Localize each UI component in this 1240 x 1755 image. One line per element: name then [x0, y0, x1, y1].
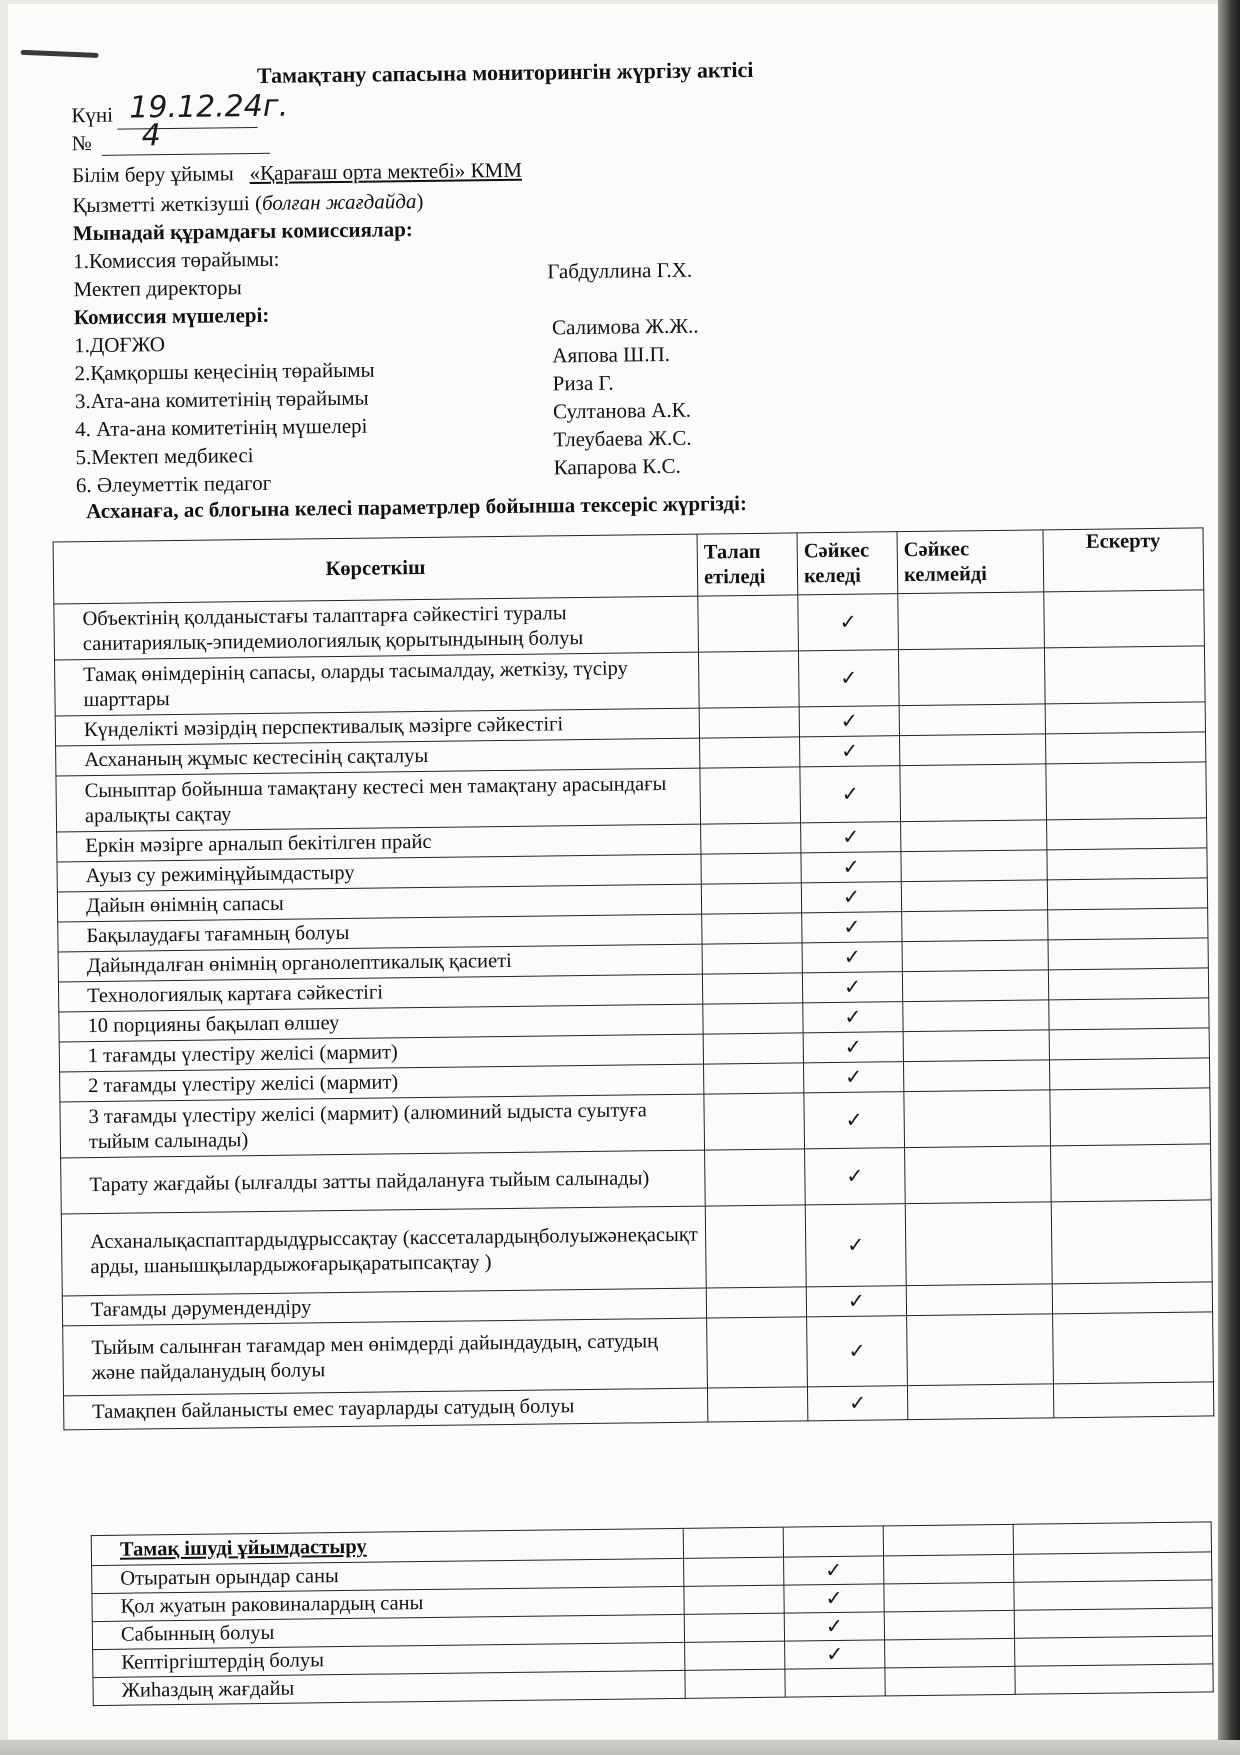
row-not-complies	[907, 1314, 1054, 1386]
row-indicator: Тамақ өнімдерінің сапасы, оларды тасымалдау, жеткізу, түсіру шарттары	[55, 652, 700, 716]
row-note	[1051, 1200, 1212, 1284]
row-complies-check: ✓	[801, 852, 901, 883]
row-complies-check: ✓	[802, 942, 902, 973]
row-required	[701, 883, 801, 914]
row-complies-check: ✓	[798, 650, 899, 707]
row-required	[684, 1585, 784, 1614]
supplier-label: Қызметті жеткізуші (	[72, 190, 263, 218]
row-required	[704, 1093, 805, 1150]
row-note	[1014, 1580, 1212, 1610]
row-indicator: 2 тағамды үлестіру желісі (мармит)	[60, 1064, 704, 1102]
row-complies-check: ✓	[800, 736, 900, 767]
row-complies-check: ✓	[803, 1062, 903, 1093]
row-required	[685, 1641, 785, 1670]
member-role-1: 1.ДОҒЖО	[74, 332, 166, 358]
row-indicator: Дайын өнімнің сапасы	[57, 884, 701, 922]
row-complies-check: ✓	[804, 1092, 905, 1149]
row-indicator: Қол жуатын раковиналардың саны	[92, 1586, 684, 1621]
row-required	[703, 1033, 803, 1064]
row-note	[1014, 1552, 1212, 1582]
row-indicator: Технологиялық картаға сәйкестігі	[58, 974, 702, 1012]
row-indicator: Сыныптар бойынша тамақтану кестесі мен тамақтану арасындағы аралықты сақтау	[56, 768, 701, 832]
row-required	[702, 973, 802, 1004]
member-role-6: 6. Әлеуметтік педагог	[75, 470, 272, 498]
row-indicator: 1 тағамды үлестіру желісі (мармит)	[59, 1034, 703, 1072]
row-note	[1049, 1028, 1209, 1060]
row-indicator: Тарату жағдайы (ылғалды затты пайдалануға тыйым салынады)	[61, 1150, 706, 1214]
row-complies-check	[785, 1668, 885, 1697]
member-role-5: 5.Мектеп медбикесі	[75, 443, 254, 470]
row-note	[1053, 1382, 1213, 1418]
row-required	[703, 1003, 803, 1034]
scanned-page	[8, 4, 1218, 1739]
row-required	[705, 1205, 806, 1288]
member-name-1: Салимова Ж.Ж..	[551, 313, 699, 340]
row-not-complies	[885, 1638, 1015, 1668]
row-complies-check: ✓	[802, 972, 902, 1003]
member-name-3: Риза Г.	[552, 370, 614, 396]
member-name-2: Аяпова Ш.П.	[552, 341, 671, 368]
row-indicator: Еркін мәзірге арналып бекітілген прайс	[57, 824, 701, 862]
row-note	[1045, 702, 1205, 734]
row-required	[698, 651, 799, 708]
number-value: 4	[141, 118, 161, 154]
row-not-complies	[883, 1524, 1013, 1556]
row-indicator: 3 тағамды үлестіру желісі (мармит) (алюминий ыдыста суытуға тыйым салынады)	[60, 1094, 705, 1158]
row-required	[707, 1317, 808, 1388]
row-note	[1015, 1636, 1213, 1666]
chair-label-2: Мектеп директоры	[73, 275, 242, 302]
row-not-complies	[905, 1146, 1052, 1204]
row-note	[1046, 762, 1207, 820]
supplier-close: )	[416, 188, 424, 214]
row-not-complies	[904, 1090, 1051, 1148]
row-note	[1044, 590, 1205, 648]
row-not-complies	[901, 880, 1047, 912]
row-complies-check: ✓	[799, 706, 899, 737]
row-required	[702, 913, 802, 944]
row-required	[704, 1063, 804, 1094]
row-not-complies	[903, 1060, 1049, 1092]
row-note	[1049, 998, 1209, 1030]
org-line	[72, 158, 522, 188]
org-label: Білім беру ұйымы	[71, 161, 234, 188]
row-indicator: 10 порцияны бақылап өлшеу	[59, 1004, 703, 1042]
row-required	[685, 1669, 785, 1698]
row-complies-check: ✓	[803, 1002, 903, 1033]
row-complies-check: ✓	[807, 1386, 907, 1421]
row-required	[701, 853, 801, 884]
org-name: «Қарағаш орта мектебі» КММ	[249, 157, 523, 186]
table-row	[61, 1200, 1212, 1296]
row-complies-check: ✓	[802, 912, 902, 943]
member-name-6: Капарова К.С.	[553, 453, 681, 480]
row-required	[707, 1387, 807, 1422]
row-note	[1044, 646, 1205, 704]
row-note	[1048, 968, 1208, 1000]
row-required	[705, 1149, 806, 1206]
row-required	[684, 1557, 784, 1586]
row-complies-check: ✓	[807, 1316, 908, 1387]
row-indicator: Тыйым салынған тағамдар мен өнімдерді дайындаудың, сатудың және пайдаланудың болуы	[63, 1318, 708, 1396]
row-not-complies	[884, 1582, 1014, 1612]
row-not-complies	[885, 1666, 1015, 1696]
row-not-complies	[884, 1610, 1014, 1640]
row-not-complies	[899, 704, 1045, 736]
scanner-bottom-edge	[0, 1740, 1240, 1755]
row-not-complies	[900, 734, 1046, 766]
row-indicator: Тағамды дәрумендендіру	[62, 1288, 706, 1326]
row-indicator: Объектінің қолданыстағы талаптарға сәйкестігі туралы санитариялық-эпидемиологиялық қорытындының болуы	[54, 596, 699, 660]
dining-organization-table	[91, 1521, 1214, 1706]
row-indicator: Дайындалған өнімнің органолептикалық қасиеті	[58, 944, 702, 982]
row-complies-check: ✓	[806, 1286, 906, 1317]
row-complies-check: ✓	[784, 1584, 884, 1613]
row-not-complies	[900, 764, 1047, 822]
row-required	[700, 767, 801, 824]
row-required	[702, 943, 802, 974]
row-not-complies	[906, 1284, 1052, 1316]
row-complies-check: ✓	[801, 822, 901, 853]
row-not-complies	[898, 592, 1045, 650]
date-underline	[118, 127, 258, 130]
row-required	[684, 1613, 784, 1642]
row-note	[1048, 908, 1208, 940]
number-underline	[102, 153, 270, 156]
members-header: Комиссия мүшелері:	[73, 302, 270, 330]
row-not-complies	[898, 648, 1045, 706]
row-required	[698, 595, 799, 652]
row-not-complies	[884, 1554, 1014, 1584]
row-not-complies	[903, 1030, 1049, 1062]
row-not-complies	[902, 910, 1048, 942]
row-note	[1014, 1608, 1212, 1638]
row-note	[1047, 818, 1207, 850]
row-complies-check: ✓	[805, 1148, 906, 1205]
document-title: Тамақтану сапасына мониторингін жүргізу актісі	[256, 56, 754, 88]
row-not-complies	[901, 850, 1047, 882]
member-role-2: 2.Қамқоршы кеңесінің төрайымы	[74, 357, 375, 386]
row-complies-check: ✓	[785, 1640, 885, 1669]
inspection-intro: Асханаға, ас блогына келесі параметрлер бойынша тексеріс жүргізді:	[86, 491, 748, 524]
chair-name: Габдуллина Г.Х.	[547, 257, 693, 284]
row-indicator: Күнделікті мәзірдің перспективалық мәзірге сәйкестігі	[55, 708, 699, 746]
row-not-complies	[902, 940, 1048, 972]
row-indicator: Асханалықаспаптардыдұрыссақтау (кассеталардыңболуыжәнеқасықтарды, шанышқылардыжоғарықаратыпсақтау )	[61, 1206, 706, 1296]
row-note	[1051, 1144, 1212, 1202]
page-content	[8, 4, 1218, 1739]
member-name-4: Султанова А.К.	[552, 397, 692, 424]
row-indicator: Тамақпен байланысты емес тауарларды сатудың болуы	[64, 1388, 708, 1430]
row-not-complies	[901, 820, 1047, 852]
row-indicator: Бақылаудағы тағамның болуы	[58, 914, 702, 952]
row-indicator: Отыратын орындар саны	[92, 1558, 684, 1593]
row-note	[1047, 848, 1207, 880]
chair-label-1: 1.Комиссия төрайымы:	[73, 246, 280, 274]
date-value: 19.12.24г.	[129, 88, 289, 126]
row-note	[1013, 1522, 1211, 1554]
row-required	[701, 823, 801, 854]
row-complies	[783, 1526, 883, 1557]
row-note	[1053, 1312, 1214, 1384]
row-indicator: Сабынның болуы	[92, 1614, 684, 1649]
row-indicator: Асхананың жұмыс кестесінің сақталуы	[56, 738, 700, 776]
commission-header: Мынадай құрамдағы комиссиялар:	[72, 217, 413, 246]
row-note	[1052, 1282, 1212, 1314]
row-not-complies	[902, 970, 1048, 1002]
inspection-table	[53, 527, 1215, 1430]
row-indicator: Жиһаздың жағдайы	[93, 1670, 685, 1705]
header-not-complies: Сәйкес келмейді	[897, 530, 1044, 594]
row-complies-check: ✓	[800, 766, 901, 823]
row-indicator: Ауыз су режиміңұйымдастыру	[57, 854, 701, 892]
date-label: Күні	[71, 102, 114, 128]
row-not-complies	[905, 1202, 1052, 1286]
row-note	[1045, 732, 1205, 764]
supplier-note: болған жағдайда	[261, 189, 417, 215]
row-note	[1049, 1058, 1209, 1090]
row-required	[699, 707, 799, 738]
row-complies-check: ✓	[798, 594, 899, 651]
row-required	[706, 1287, 806, 1318]
row-note	[1048, 938, 1208, 970]
scan-artifact-mark	[21, 50, 99, 58]
number-label: №	[71, 130, 92, 156]
row-required	[700, 737, 800, 768]
row-note	[1047, 878, 1207, 910]
member-name-5: Тлеубаева Ж.С.	[553, 425, 692, 452]
row-note	[1015, 1664, 1213, 1694]
row-complies-check: ✓	[803, 1032, 903, 1063]
row-complies-check: ✓	[805, 1204, 906, 1287]
header-indicator: Көрсеткіш	[53, 534, 698, 604]
section2-title: Тамақ ішуді ұйымдастыру	[91, 1528, 683, 1565]
header-note: Ескерту	[1043, 528, 1204, 592]
row-note	[1050, 1088, 1211, 1146]
row-complies-check: ✓	[801, 882, 901, 913]
header-complies: Сәйкес келеді	[797, 532, 898, 595]
row-indicator: Кептіргіштердің болуы	[93, 1642, 685, 1677]
row-complies-check: ✓	[784, 1556, 884, 1585]
row-complies-check: ✓	[784, 1612, 884, 1641]
scanner-edge-shadow	[1218, 0, 1240, 1755]
header-required: Талап етіледі	[697, 533, 798, 596]
row-not-complies	[907, 1384, 1053, 1420]
member-role-4: 4. Ата-ана комитетінің мүшелері	[75, 413, 368, 442]
row-required	[683, 1527, 783, 1558]
supplier-line	[72, 189, 423, 218]
member-role-3: 3.Ата-ана комитетінің төрайымы	[74, 385, 369, 414]
row-not-complies	[903, 1000, 1049, 1032]
